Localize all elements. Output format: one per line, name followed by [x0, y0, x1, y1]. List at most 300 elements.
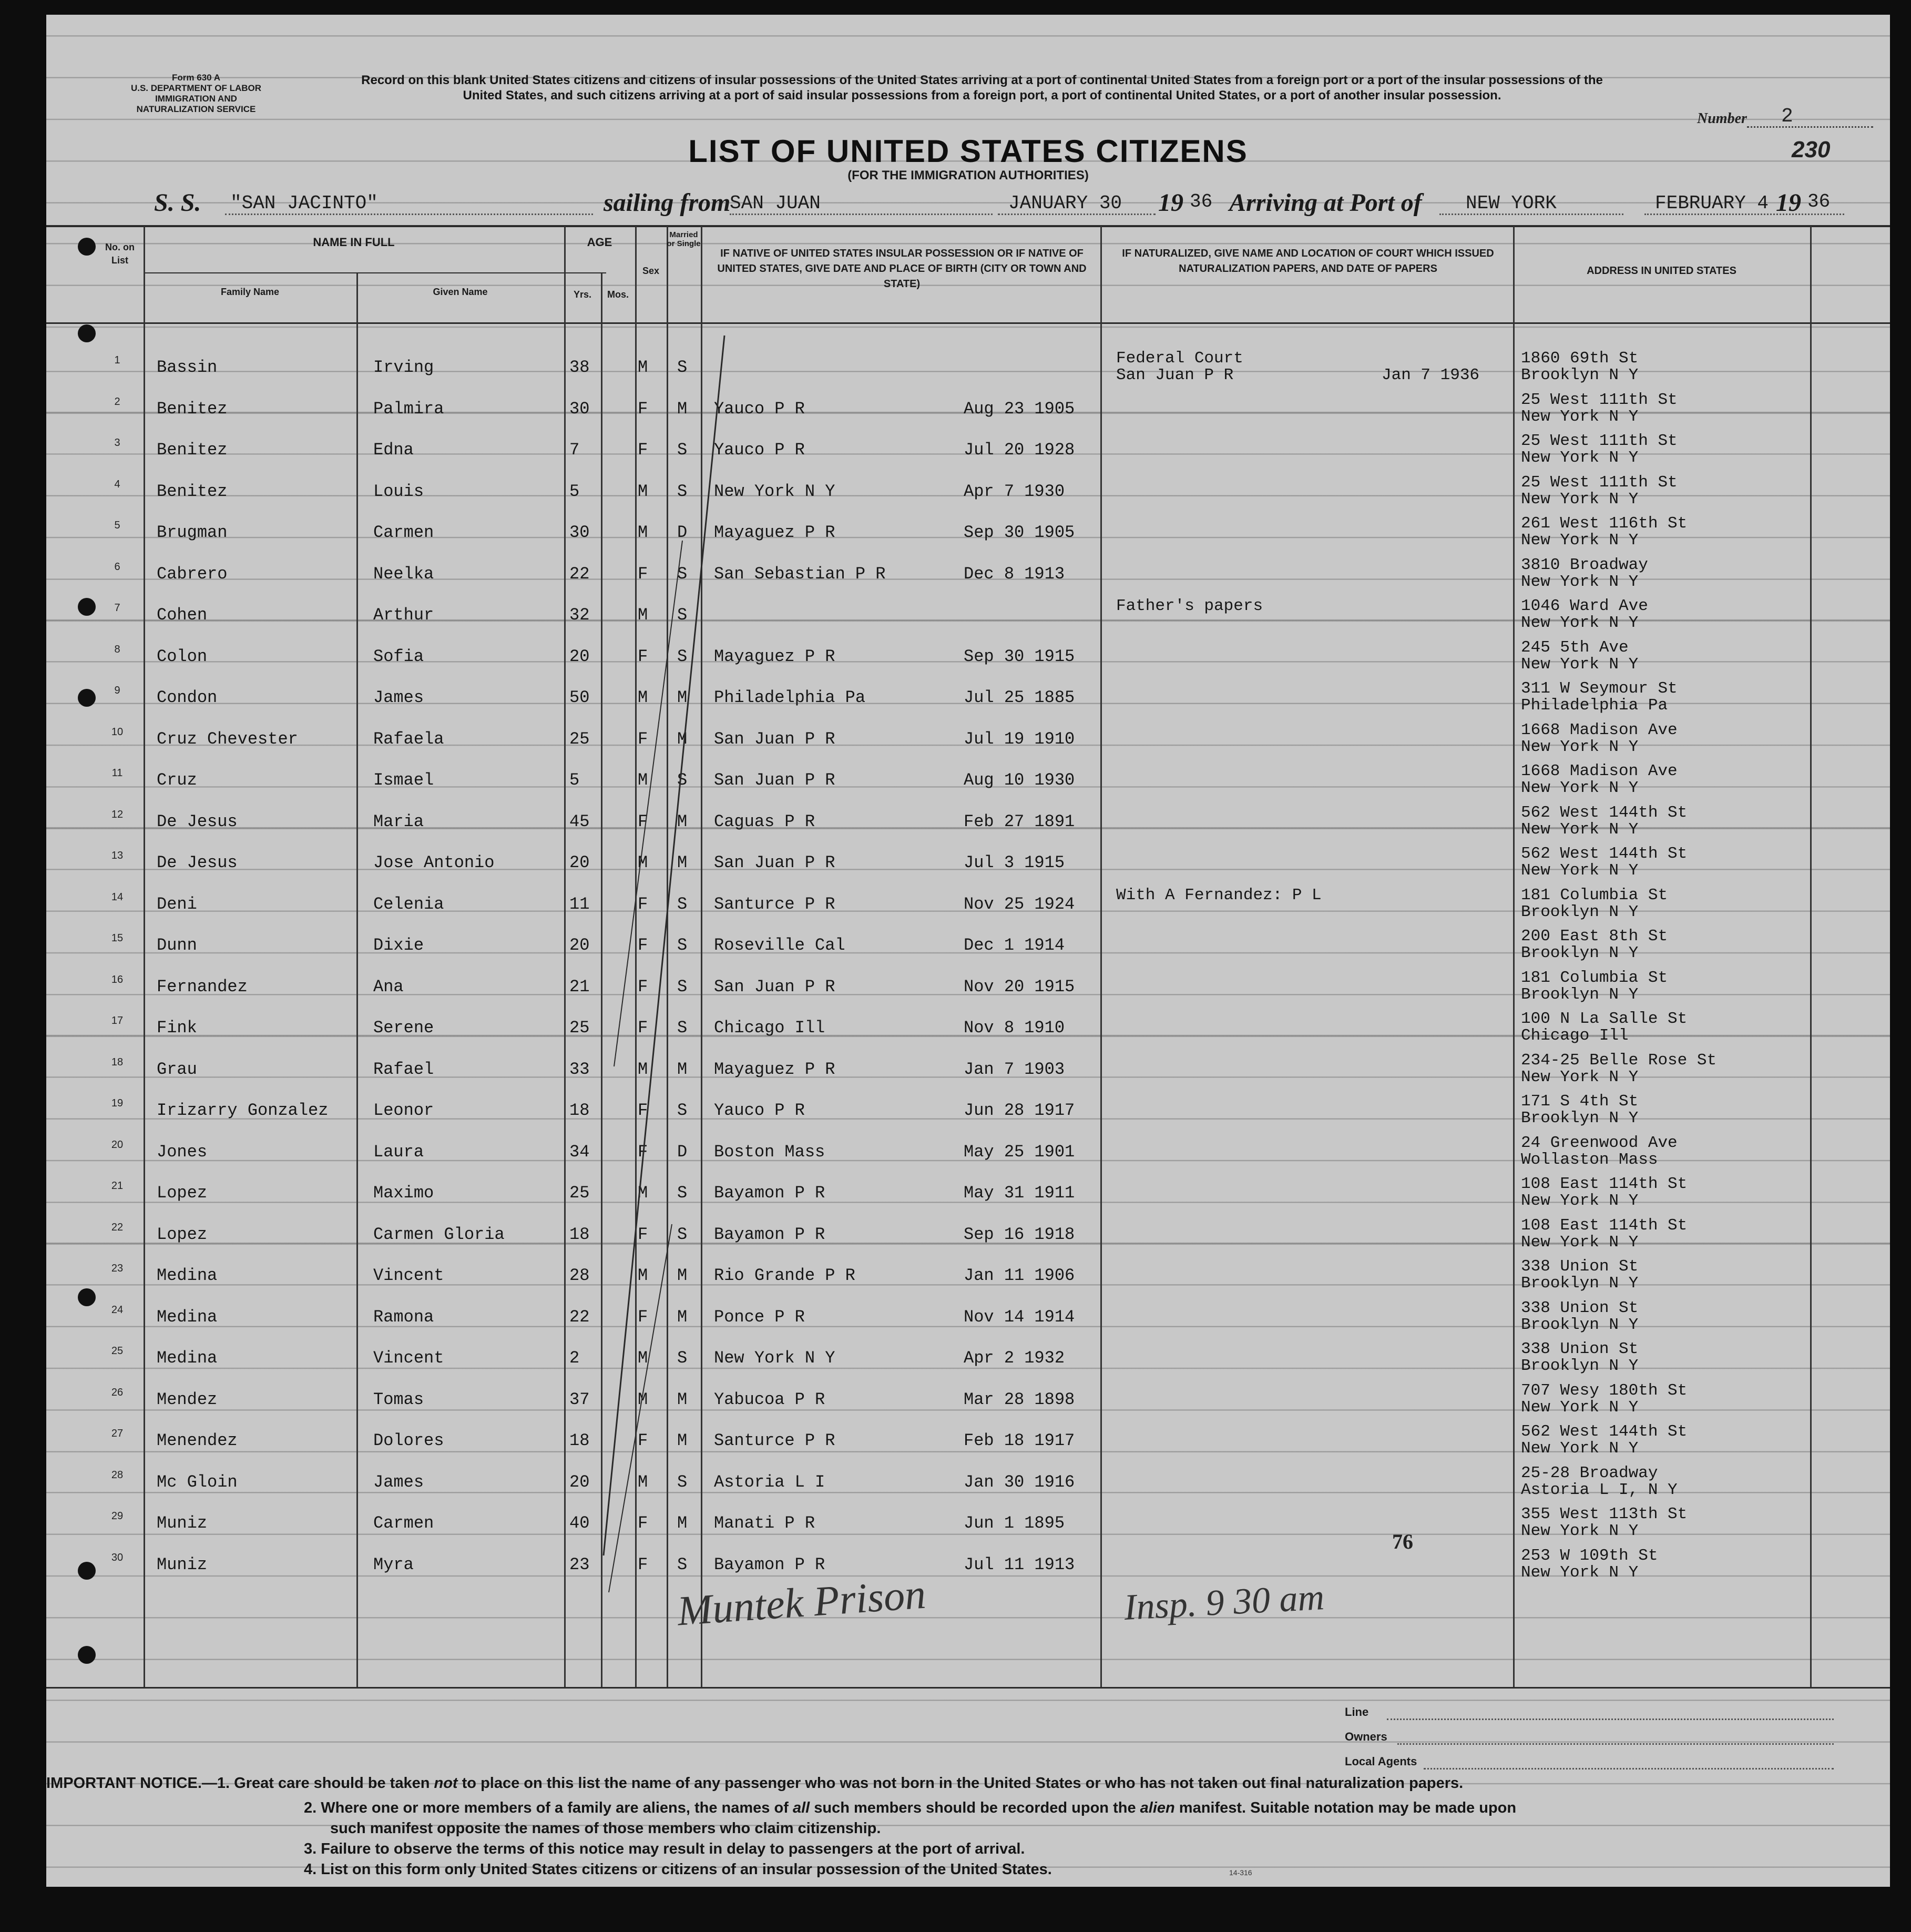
cell-place: Astoria L I — [714, 1472, 825, 1492]
notice-2-post: manifest. Suitable notation may be made upon — [1174, 1799, 1517, 1816]
cell-place: Manati P R — [714, 1513, 815, 1533]
cell-family: Lopez — [157, 1225, 208, 1244]
field-line-label: Line — [1345, 1705, 1369, 1719]
cell-family: Dunn — [157, 936, 197, 955]
depart-date-dotline — [998, 213, 1156, 215]
cell-sex: F — [638, 977, 648, 996]
cell-addr2: New York N Y — [1521, 1192, 1639, 1210]
col-header-married: Married or Single — [667, 230, 701, 248]
cell-addr2: Brooklyn N Y — [1521, 1357, 1639, 1375]
arrival-port: NEW YORK — [1466, 192, 1557, 214]
cell-addr1: 108 East 114th St — [1521, 1216, 1688, 1235]
col-header-family: Family Name — [220, 287, 280, 297]
cell-given: Sofia — [373, 647, 424, 666]
cell-ms: S — [677, 1472, 688, 1492]
punch-hole — [78, 689, 96, 707]
cell-given: Dixie — [373, 936, 424, 955]
cell-addr2: Wollaston Mass — [1521, 1151, 1658, 1169]
cell-given: Tomas — [373, 1390, 424, 1409]
cell-addr2: New York N Y — [1521, 1522, 1639, 1540]
cell-family: Lopez — [157, 1183, 208, 1203]
cell-family: Irizarry Gonzalez — [157, 1101, 329, 1120]
cell-addr1: 1860 69th St — [1521, 349, 1639, 368]
instructions-text: Record on this blank United States citizens and citizens of insular possessions of the United States arriving at a port of continental United States from a foreign port or a port of the insular possessions of the United States, and such citizens arriving at a port of said insular possessions from a foreign port, a port of continental United States, or a port of another insular possession. — [361, 73, 1603, 103]
cell-ms: S — [677, 647, 688, 666]
cell-date: Jul 3 1915 — [964, 853, 1065, 872]
col-divider-birth — [1100, 226, 1102, 1688]
punch-hole — [78, 1562, 96, 1580]
cell-given: Dolores — [373, 1431, 444, 1450]
cell-age: 21 — [569, 977, 590, 996]
cell-no: 1 — [114, 354, 120, 366]
arriving-label: Arriving at Port of — [1229, 189, 1422, 217]
cell-addr2: New York N Y — [1521, 1439, 1639, 1458]
cell-ms: S — [677, 1555, 688, 1574]
depart-year-prefix: 19 — [1158, 189, 1183, 217]
cell-age: 18 — [569, 1101, 590, 1120]
cell-date: Aug 23 1905 — [964, 399, 1075, 419]
cell-date: May 31 1911 — [964, 1183, 1075, 1203]
cell-sex: M — [638, 688, 648, 707]
cell-family: Benitez — [157, 399, 228, 419]
cell-addr1: 338 Union St — [1521, 1340, 1639, 1358]
punch-hole — [78, 598, 96, 616]
cell-no: 12 — [111, 809, 124, 820]
cell-place: New York N Y — [714, 1348, 835, 1368]
arrive-date-dotline — [1644, 213, 1844, 215]
cell-addr2: New York N Y — [1521, 408, 1639, 426]
cell-family: Cabrero — [157, 564, 228, 584]
cell-ms: M — [677, 1513, 688, 1533]
field-owners-label: Owners — [1345, 1730, 1387, 1743]
cell-addr2: Brooklyn N Y — [1521, 1109, 1639, 1127]
cell-no: 4 — [114, 479, 120, 490]
cell-given: Celenia — [373, 894, 444, 914]
cell-addr1: 25 West 111th St — [1521, 432, 1678, 450]
cell-nat_date: Jan 7 1936 — [1382, 366, 1480, 384]
cell-addr2: New York N Y — [1521, 655, 1639, 674]
cell-addr1: 108 East 114th St — [1521, 1175, 1688, 1193]
cell-age: 20 — [569, 936, 590, 955]
cell-given: Carmen — [373, 1513, 434, 1533]
cell-family: Fink — [157, 1018, 197, 1038]
ss-label: S. S. — [154, 189, 201, 217]
cell-date: Mar 28 1898 — [964, 1390, 1075, 1409]
col-divider-no — [144, 226, 145, 1688]
notice-item-4: 4. List on this form only United States citizens or citizens of an insular possession of the United States. — [304, 1861, 1052, 1878]
print-code: 14-316 — [1229, 1868, 1252, 1877]
cell-no: 29 — [111, 1510, 124, 1522]
cell-age: 20 — [569, 1472, 590, 1492]
cell-addr2: New York N Y — [1521, 531, 1639, 550]
col-header-given: Given Name — [433, 287, 488, 297]
cell-family: Muniz — [157, 1555, 208, 1574]
cell-family: Cohen — [157, 605, 208, 625]
cell-addr2: New York N Y — [1521, 1068, 1639, 1086]
cell-family: Medina — [157, 1307, 218, 1327]
cell-addr1: 338 Union St — [1521, 1257, 1639, 1276]
cell-family: Deni — [157, 894, 197, 914]
cell-date: Jul 19 1910 — [964, 729, 1075, 749]
cell-place: Rio Grande P R — [714, 1266, 855, 1285]
tally-marks — [593, 330, 740, 1634]
service-name-1: IMMIGRATION AND — [155, 94, 237, 104]
cell-date: Jan 30 1916 — [964, 1472, 1075, 1492]
departure-year: 36 — [1190, 191, 1213, 212]
cell-family: De Jesus — [157, 812, 238, 831]
cell-age: 33 — [569, 1060, 590, 1079]
col-header-no: No. on List — [105, 242, 135, 266]
cell-sex: M — [638, 482, 648, 501]
cell-age: 40 — [569, 1513, 590, 1533]
col-divider-nat — [1513, 226, 1515, 1688]
cell-no: 8 — [114, 644, 120, 655]
cell-place: Ponce P R — [714, 1307, 805, 1327]
cell-age: 30 — [569, 523, 590, 542]
cell-age: 32 — [569, 605, 590, 625]
cell-ms: M — [677, 729, 688, 749]
cell-given: Ramona — [373, 1307, 434, 1327]
cell-sex: M — [638, 1390, 648, 1409]
cell-date: Dec 1 1914 — [964, 936, 1065, 955]
table-top-rule — [46, 225, 1890, 227]
cell-date: Feb 27 1891 — [964, 812, 1075, 831]
cell-addr1: 25 West 111th St — [1521, 391, 1678, 409]
notice-1-post: to place on this list the name of any passenger who was not born in the United States or who has not taken out final naturalization papers. — [457, 1775, 1464, 1792]
cell-given: Rafael — [373, 1060, 434, 1079]
cell-given: Vincent — [373, 1266, 444, 1285]
cell-addr2: Brooklyn N Y — [1521, 1316, 1639, 1334]
cell-sex: F — [638, 894, 648, 914]
cell-date: Aug 10 1930 — [964, 770, 1075, 790]
cell-place: Mayaguez P R — [714, 523, 835, 542]
cell-no: 14 — [111, 891, 124, 903]
cell-sex: F — [638, 564, 648, 584]
cell-given: Carmen — [373, 523, 434, 542]
cell-place: Santurce P R — [714, 1431, 835, 1450]
cell-addr2: Brooklyn N Y — [1521, 985, 1639, 1004]
cell-given: Ismael — [373, 770, 434, 790]
cell-date: Jan 11 1906 — [964, 1266, 1075, 1285]
cell-ms: S — [677, 358, 688, 377]
cell-addr2: New York N Y — [1521, 861, 1639, 880]
cell-family: Cruz Chevester — [157, 729, 298, 749]
cell-no: 23 — [111, 1263, 124, 1274]
cell-age: 23 — [569, 1555, 590, 1574]
cell-addr2: New York N Y — [1521, 1233, 1639, 1252]
cell-ms: S — [677, 936, 688, 955]
cell-family: Muniz — [157, 1513, 208, 1533]
cell-no: 17 — [111, 1015, 124, 1026]
cell-addr1: 253 W 109th St — [1521, 1547, 1658, 1565]
cell-ms: S — [677, 1348, 688, 1368]
cell-age: 38 — [569, 358, 590, 377]
cell-place: Bayamon P R — [714, 1555, 825, 1574]
cell-age: 11 — [569, 894, 590, 914]
cell-no: 20 — [111, 1139, 124, 1151]
cell-addr2: Brooklyn N Y — [1521, 366, 1639, 384]
cell-sex: F — [638, 440, 648, 460]
cell-no: 13 — [111, 850, 124, 861]
cell-ms: D — [677, 523, 688, 542]
cell-ms: S — [677, 482, 688, 501]
cell-sex: M — [638, 853, 648, 872]
cell-addr1: 1668 Madison Ave — [1521, 762, 1678, 780]
page-number: 230 — [1792, 137, 1831, 162]
cell-age: 45 — [569, 812, 590, 831]
punch-hole — [78, 238, 96, 256]
cell-date: Nov 8 1910 — [964, 1018, 1065, 1038]
number-label: Number — [1697, 110, 1747, 127]
cell-place: Bayamon P R — [714, 1183, 825, 1203]
cell-ms: M — [677, 1431, 688, 1450]
cell-family: Fernandez — [157, 977, 248, 996]
cell-addr1: 261 West 116th St — [1521, 514, 1688, 533]
cell-ms: S — [677, 894, 688, 914]
cell-date: Sep 30 1915 — [964, 647, 1075, 666]
manifest-sheet — [46, 15, 1890, 1887]
field-owners-dotline — [1397, 1743, 1834, 1745]
cell-age: 25 — [569, 1018, 590, 1038]
department-name: U.S. DEPARTMENT OF LABOR — [130, 83, 262, 93]
cell-family: Bassin — [157, 358, 218, 377]
cell-addr1: 3810 Broadway — [1521, 556, 1648, 574]
cell-family: Benitez — [157, 440, 228, 460]
cell-age: 5 — [569, 770, 580, 790]
cell-no: 18 — [111, 1056, 124, 1068]
cell-age: 18 — [569, 1225, 590, 1244]
cell-date: Nov 20 1915 — [964, 977, 1075, 996]
cell-ms: S — [677, 564, 688, 584]
cell-nat1: Father's papers — [1116, 597, 1263, 615]
cell-ms: M — [677, 1266, 688, 1285]
cell-no: 10 — [111, 726, 124, 738]
cell-ms: M — [677, 1060, 688, 1079]
cell-age: 22 — [569, 564, 590, 584]
notice-2-mid: such members should be recorded upon the — [810, 1799, 1140, 1816]
col-header-birth: IF NATIVE OF UNITED STATES INSULAR POSSESSION OR IF NATIVE OF UNITED STATES, GIVE DATE AND PLACE OF BIRTH (CITY OR TOWN AND STATE) — [717, 248, 1087, 290]
cell-addr1: 311 W Seymour St — [1521, 679, 1678, 698]
cell-sex: F — [638, 1225, 648, 1244]
cell-date: Nov 25 1924 — [964, 894, 1075, 914]
cell-place: Boston Mass — [714, 1142, 825, 1162]
col-header-address: ADDRESS IN UNITED STATES — [1587, 265, 1736, 277]
cell-given: Rafaela — [373, 729, 444, 749]
cell-given: Laura — [373, 1142, 424, 1162]
cell-nat2: San Juan P R — [1116, 366, 1234, 384]
header-bottom-rule — [46, 322, 1890, 324]
cell-given: Serene — [373, 1018, 434, 1038]
number-line — [1747, 126, 1873, 128]
age-subheader-rule — [564, 272, 604, 273]
field-agents-dotline — [1424, 1768, 1834, 1770]
cell-date: Jul 20 1928 — [964, 440, 1075, 460]
col-header-age: AGE — [587, 236, 612, 249]
cell-given: Ana — [373, 977, 404, 996]
cell-nat1: With A Fernandez: P L — [1116, 886, 1322, 904]
notice-item-1 — [46, 1774, 1844, 1793]
cell-addr1: 1668 Madison Ave — [1521, 721, 1678, 739]
cell-ms: S — [677, 1183, 688, 1203]
cell-no: 27 — [111, 1428, 124, 1439]
table-bottom-rule — [46, 1687, 1890, 1689]
cell-date: Dec 8 1913 — [964, 564, 1065, 584]
ship-dotline — [225, 213, 593, 215]
cell-addr2: Brooklyn N Y — [1521, 1274, 1639, 1293]
cell-sex: M — [638, 1183, 648, 1203]
cell-given: Palmira — [373, 399, 444, 419]
cell-no: 28 — [111, 1469, 124, 1481]
cell-sex: M — [638, 1348, 648, 1368]
cell-place: Caguas P R — [714, 812, 815, 831]
notice-label: IMPORTANT NOTICE. — [46, 1775, 202, 1792]
form-identifier — [96, 73, 296, 115]
cell-place: Yauco P R — [714, 440, 805, 460]
col-divider-family — [356, 273, 358, 1688]
cell-family: Brugman — [157, 523, 228, 542]
cell-ms: S — [677, 440, 688, 460]
cell-family: Jones — [157, 1142, 208, 1162]
cell-family: Colon — [157, 647, 208, 666]
cell-sex: F — [638, 1555, 648, 1574]
cell-date: Sep 16 1918 — [964, 1225, 1075, 1244]
cell-given: Neelka — [373, 564, 434, 584]
departure-port: SAN JUAN — [730, 192, 821, 214]
cell-given: Myra — [373, 1555, 414, 1574]
cell-age: 22 — [569, 1307, 590, 1327]
cell-age: 28 — [569, 1266, 590, 1285]
notice-2-pre: 2. Where one or more members of a family are aliens, the names of — [304, 1799, 793, 1816]
cell-sex: M — [638, 1472, 648, 1492]
cell-ms: S — [677, 1101, 688, 1120]
cell-addr2: New York N Y — [1521, 1563, 1639, 1582]
cell-given: Maria — [373, 812, 424, 831]
name-subheader-rule — [144, 272, 606, 273]
notice-item-2 — [304, 1798, 1855, 1818]
cell-addr2: New York N Y — [1521, 738, 1639, 756]
cell-addr2: New York N Y — [1521, 820, 1639, 839]
cell-addr1: 234-25 Belle Rose St — [1521, 1051, 1717, 1070]
list-number: 2 — [1781, 105, 1793, 128]
cell-family: Benitez — [157, 482, 228, 501]
arrival-date: FEBRUARY 4 — [1655, 192, 1769, 214]
cell-ms: S — [677, 977, 688, 996]
cell-no: 30 — [111, 1552, 124, 1563]
cell-given: Jose Antonio — [373, 853, 495, 872]
page-subtitle: (FOR THE IMMIGRATION AUTHORITIES) — [847, 168, 1089, 182]
cell-no: 15 — [111, 932, 124, 944]
punch-hole — [78, 324, 96, 342]
cell-age: 7 — [569, 440, 580, 460]
cell-addr1: 355 West 113th St — [1521, 1505, 1688, 1523]
form-number: Form 630 A — [172, 73, 220, 83]
notice-2-em-alien: alien — [1140, 1799, 1175, 1816]
cell-ms: M — [677, 1307, 688, 1327]
cell-family: Cruz — [157, 770, 197, 790]
cell-sex: F — [638, 1431, 648, 1450]
col-divider-given — [564, 226, 566, 1688]
cell-family: Medina — [157, 1266, 218, 1285]
cell-addr1: 181 Columbia St — [1521, 969, 1668, 987]
cell-place: Roseville Cal — [714, 936, 845, 955]
cell-ms: S — [677, 770, 688, 790]
cell-no: 19 — [111, 1097, 124, 1109]
col-header-yrs: Yrs. — [573, 289, 592, 300]
cell-given: James — [373, 688, 424, 707]
cell-sex: F — [638, 1307, 648, 1327]
cell-age: 2 — [569, 1348, 580, 1368]
cell-date: Apr 2 1932 — [964, 1348, 1065, 1368]
col-header-mos: Mos. — [607, 289, 629, 300]
cell-date: Jul 11 1913 — [964, 1555, 1075, 1574]
cell-date: Apr 7 1930 — [964, 482, 1065, 501]
cell-nat1: Federal Court — [1116, 349, 1243, 368]
cell-ms: S — [677, 1018, 688, 1038]
cell-date: Jan 7 1903 — [964, 1060, 1065, 1079]
cell-addr1: 338 Union St — [1521, 1299, 1639, 1317]
cell-place: Yabucoa P R — [714, 1390, 825, 1409]
cell-ms: S — [677, 1225, 688, 1244]
cell-place: Philadelphia Pa — [714, 688, 866, 707]
cell-date: Jul 25 1885 — [964, 688, 1075, 707]
cell-ms: M — [677, 688, 688, 707]
cell-age: 18 — [569, 1431, 590, 1450]
cell-age: 20 — [569, 647, 590, 666]
cell-addr1: 100 N La Salle St — [1521, 1010, 1688, 1028]
cell-date: Jun 1 1895 — [964, 1513, 1065, 1533]
cell-sex: M — [638, 523, 648, 542]
cell-addr1: 200 East 8th St — [1521, 927, 1668, 945]
cell-ms: M — [677, 1390, 688, 1409]
cell-addr1: 245 5th Ave — [1521, 638, 1629, 657]
cell-no: 24 — [111, 1304, 124, 1316]
cell-age: 25 — [569, 729, 590, 749]
cell-given: Louis — [373, 482, 424, 501]
cell-no: 22 — [111, 1222, 124, 1233]
cell-no: 25 — [111, 1345, 124, 1357]
cell-addr2: Brooklyn N Y — [1521, 944, 1639, 962]
cell-addr1: 562 West 144th St — [1521, 845, 1688, 863]
cell-ms: M — [677, 812, 688, 831]
cell-age: 37 — [569, 1390, 590, 1409]
cell-addr1: 25-28 Broadway — [1521, 1464, 1658, 1482]
cell-sex: F — [638, 812, 648, 831]
cell-given: Carmen Gloria — [373, 1225, 505, 1244]
punch-hole — [78, 1288, 96, 1306]
cell-sex: M — [638, 1060, 648, 1079]
cell-sex: F — [638, 647, 648, 666]
cell-given: James — [373, 1472, 424, 1492]
cell-age: 50 — [569, 688, 590, 707]
cell-age: 34 — [569, 1142, 590, 1162]
cell-sex: M — [638, 605, 648, 625]
annotation-76: 76 — [1392, 1530, 1413, 1553]
arrival-year: 36 — [1807, 191, 1831, 212]
notice-1-pre: —1. Great care should be taken — [201, 1775, 434, 1792]
cell-no: 21 — [111, 1180, 124, 1192]
cell-sex: F — [638, 1018, 648, 1038]
cell-addr1: 171 S 4th St — [1521, 1092, 1639, 1111]
cell-addr1: 181 Columbia St — [1521, 886, 1668, 904]
cell-family: Menendez — [157, 1431, 238, 1450]
cell-sex: M — [638, 358, 648, 377]
page-title: LIST OF UNITED STATES CITIZENS — [688, 134, 1248, 169]
cell-date: Sep 30 1905 — [964, 523, 1075, 542]
cell-place: Chicago Ill — [714, 1018, 825, 1038]
cell-age: 5 — [569, 482, 580, 501]
cell-given: Leonor — [373, 1101, 434, 1120]
cell-place: Santurce P R — [714, 894, 835, 914]
